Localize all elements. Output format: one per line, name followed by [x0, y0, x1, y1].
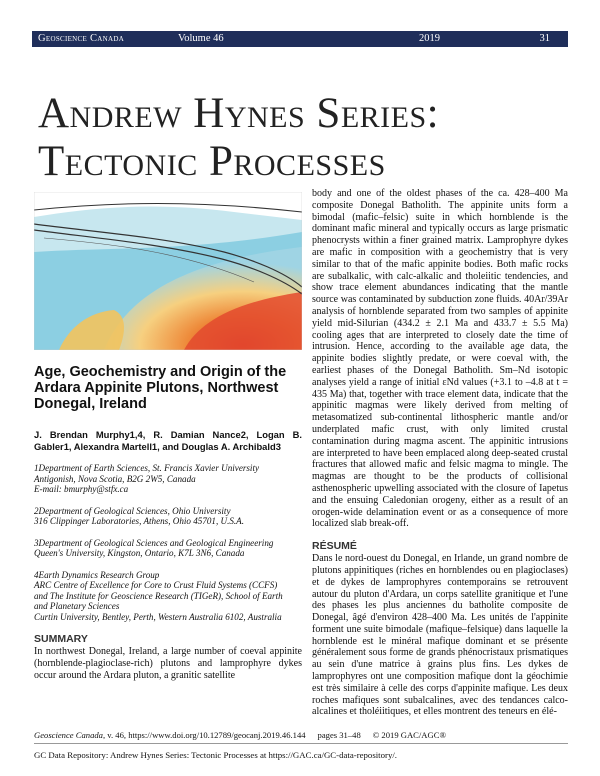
affiliation-line: 4Earth Dynamics Research Group	[34, 569, 160, 580]
summary-text-right: body and one of the oldest phases of the ca. 428–400 Ma composite Donegal Batholith. The appinite units form a bimodal (mafic–felsic) suite in which hornblende is the dominant mafic mineral and typically occurs as large prismatic phenocrysts within a finer grained matrix. Lamprophyre dykes are mafic in composition with a geochemistry that is very similar to that of the mafic appinite bodies. Both mafic rocks are subalkalic, with calc-alkalic and tholeiitic tendencies, and show trace element abundances indicating that the mantle source was contaminated by subduction zone fluids. 40Ar/39Ar analysis of hornblende separated from two samples of appinite yield mid-Silurian (434.2 ± 2.1 Ma and 433.7 ± 5.5 Ma) cooling ages that are interpreted to closely date the time of intrusion. Hence, according to the available age data, the appinite bodies slightly predate, or were coeval with, the earliest phases of the Donegal Batholith. Sm–Nd isotopic analyses yield a range of initial εNd values (+3.1 to –4.8 at t = 435 Ma) that, together with trace element data, indicate that the appinitic magmas were likely derived from melting of metasomatized sub-continental lithospheric mantle and/or underplated mafic crust, with only limited crustal contamination during magma ascent. The appinitic intrusions are interpreted to have been emplaced along deep-seated crustal fractures that allowed mafic and felsic magma to mingle. The magmas are thought to be the products of collisional asthenospheric upwelling associated with the closure of Iapetus and the ensuing Caledonian orogeny, either as a result of an orogen-wide delamination event or as a consequence of more localized slab break-off.	[312, 188, 568, 530]
affiliation-4	[34, 570, 302, 623]
page-number: 31	[539, 33, 550, 44]
year: 2019	[419, 33, 440, 44]
affiliation-line: Curtin University, Bentley, Perth, Western Australia 6102, Australia	[34, 611, 282, 622]
summary-heading: SUMMARY	[34, 633, 88, 645]
citation-copyright: © 2019 GAC/AGC®	[372, 730, 446, 740]
summary-text-left: In northwest Donegal, Ireland, a large number of coeval appinite (hornblende-plagioclase-rich) plutons and lamprophyre dykes occur around the Ardara pluton, a granitic satellite	[34, 646, 302, 681]
affiliation-line: 2Department of Geological Sciences, Ohio University	[34, 505, 231, 516]
article-title: Age, Geochemistry and Origin of the Ardara Appinite Plutons, Northwest Donegal, Ireland	[34, 364, 287, 412]
affiliation-line: and The Institute for Geoscience Research (TIGeR), School of Earth	[34, 590, 283, 601]
affiliation-line: ARC Centre of Excellence for Core to Crust Fluid Systems (CCFS)	[34, 580, 278, 590]
citation-line	[34, 730, 568, 740]
citation-journal: Geoscience Canada	[34, 730, 103, 740]
affiliation-line: 1Department of Earth Sciences, St. Francis Xavier University	[34, 463, 260, 473]
left-column	[34, 364, 302, 681]
data-repository-note: GC Data Repository: Andrew Hynes Series: Tectonic Processes at https://GAC.ca/GC-data-repository/.	[34, 750, 397, 760]
journal-name: Geoscience Canada	[38, 33, 125, 44]
citation-doi[interactable]: , v. 46, https://www.doi.org/10.12789/geocanj.2019.46.144	[102, 730, 306, 740]
resume-heading: RÉSUMÉ	[312, 540, 357, 553]
volume: Volume 46	[178, 33, 224, 44]
running-header	[32, 31, 568, 47]
author-list: J. Brendan Murphy1,4, R. Damian Nance2, Logan B. Gabler1, Alexandra Martell1, and Douglas A. Archibald3	[34, 429, 302, 452]
email-link[interactable]: E-mail: bmurphy@stfx.ca	[34, 484, 129, 494]
citation-pages: pages 31–48	[317, 730, 361, 740]
affiliation-line: 3Department of Geological Sciences and Geological Engineering	[34, 537, 274, 548]
series-title	[38, 90, 439, 186]
affiliation-line: 316 Clippinger Laboratories, Athens, Ohio 45701, U.S.A.	[34, 516, 245, 526]
affiliation-2	[34, 506, 302, 527]
affiliation-line: Antigonish, Nova Scotia, B2G 2W5, Canada	[34, 473, 196, 484]
affiliation-3	[34, 538, 302, 559]
right-column	[312, 188, 568, 718]
affiliation-line: Queen's University, Kingston, Ontario, K7L 3N6, Canada	[34, 548, 245, 558]
tectonic-model-figure	[34, 192, 302, 350]
affiliation-1	[34, 463, 302, 495]
series-title-line1: Andrew Hynes Series:	[38, 90, 440, 137]
resume-text: Dans le nord-ouest du Donegal, en Irlande, un grand nombre de plutons appinitiques (riches en hornblendes ou en plagioclases) et de dykes de lamprophyres contemporains se retrouvent autour du pluton d'Ardara, un corps satellite granitique et l'une des phases les plus anciennes du batholite composite de Donegal, âgé d'environ 428–400 Ma. Les unités de l'appinite forment une suite bimodale (mafique–felsique) dans laquelle la hornblende est le minéral mafique dominant et se présente généralement sous forme de grands phénocristaux prismatiques au sein d'une matrice à grains plus fins. Les dykes de lamprophyres ont une composition mafique dont la géochimie est très similaire à celle des corps d'appinite mafique. Les deux roches mafiques sont subalcalines, avec des tendances calco-alcalines et tholéiitiques, et elles montrent des teneurs en élé-	[312, 553, 568, 718]
affiliation-line: and Planetary Sciences	[34, 601, 120, 611]
series-title-line2: Tectonic Processes	[38, 138, 386, 185]
footer-divider	[34, 743, 568, 744]
